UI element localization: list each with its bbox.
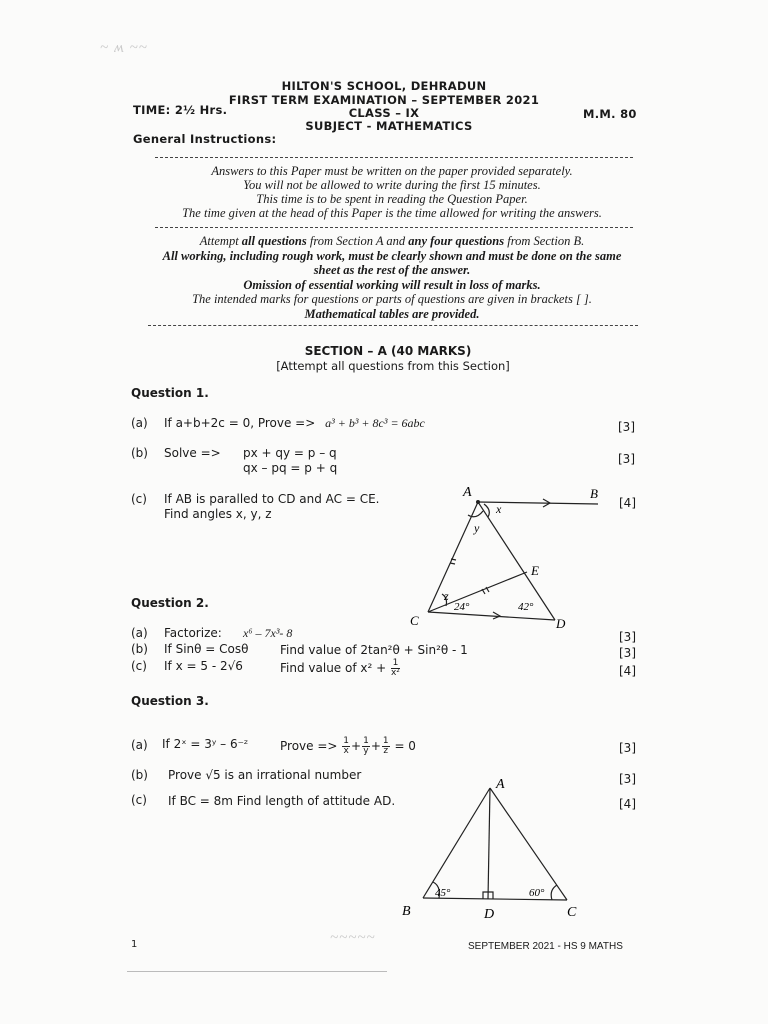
instructions-block-2 — [0, 234, 768, 321]
tick-ac — [450, 563, 455, 564]
q3a-label: (a) — [131, 738, 148, 752]
line-ad — [478, 502, 555, 620]
q1a-text: If a+b+2c = 0, Prove => a³ + b³ + 8c³ = 6abc — [164, 416, 425, 430]
q2b-text: If Sinθ = Cosθ — [164, 642, 249, 656]
q2a-marks: [3] — [619, 630, 636, 644]
q1c-label: (c) — [131, 492, 147, 506]
instruction-line: Mathematical tables are provided. — [304, 306, 480, 321]
instruction-line: Attempt all questions from Section A and any four questions from Section B. — [199, 234, 585, 248]
class-label: CLASS – IX — [348, 106, 420, 120]
label-angle-60: 60° — [529, 887, 545, 899]
line-ac — [490, 788, 567, 900]
q3a-marks: [3] — [619, 741, 636, 755]
label-e: E — [531, 563, 539, 578]
q1b-equation-1: px + qy = p – q — [243, 446, 337, 460]
q1a-marks: [3] — [618, 420, 635, 434]
angle-c-arc — [551, 885, 557, 900]
question-1-title: Question 1. — [131, 386, 209, 400]
q1b-text: Solve => — [164, 446, 221, 460]
school-name: HILTON'S SCHOOL, DEHRADUN — [281, 79, 487, 93]
q1c-text-2: Find angles x, y, z — [164, 507, 272, 521]
fraction: $\frac{1}{y}$ — [363, 736, 369, 756]
instruction-line: You will not be allowed to write during the first 15 minutes. — [243, 178, 541, 192]
q2a-expression: x⁶ – 7x³- 8 — [243, 626, 293, 640]
instruction-line: All working, including rough work, must be clearly shown and must be done on the same — [162, 248, 622, 263]
label-a: A — [496, 777, 505, 792]
q2b-label: (b) — [131, 642, 148, 656]
label-angle-y: y — [474, 521, 480, 535]
scan-smudge: ~ ʍ ~~ — [100, 40, 148, 56]
label-angle-45: 45° — [435, 887, 451, 899]
instruction-line: The intended marks for questions or parts of questions are given in brackets [ ]. — [192, 292, 592, 306]
footer-rule — [127, 971, 387, 972]
instructions-block-1 — [0, 164, 768, 220]
label-angle-24: 24° — [454, 601, 470, 613]
label-angle-x: x — [496, 502, 502, 516]
q1b-equation-2: qx – pq = p + q — [243, 461, 338, 475]
arrow-cd — [493, 612, 500, 619]
line-ac — [428, 502, 478, 612]
question-2-title: Question 2. — [131, 596, 209, 610]
label-d: D — [484, 907, 495, 922]
q3b-marks: [3] — [619, 772, 636, 786]
section-title: SECTION – A (40 MARKS) — [304, 344, 472, 358]
altitude-ad — [488, 788, 490, 899]
q1c-text-1: If AB is paralled to CD and AC = CE. — [164, 492, 380, 506]
q2a-text: Factorize: — [164, 626, 222, 640]
instruction-line: Answers to this Paper must be written on the paper provided separately. — [211, 164, 573, 178]
exam-title: FIRST TERM EXAMINATION – SEPTEMBER 2021 — [228, 93, 540, 107]
label-angle-z: z — [444, 589, 449, 603]
label-b: B — [590, 486, 598, 501]
q3c-marks: [4] — [619, 797, 636, 811]
q3c-text: If BC = 8m Find length of attitude AD. — [168, 794, 396, 808]
instruction-line: The time given at the head of this Paper is the time allowed for writing the answers. — [182, 206, 602, 220]
q3a-text: If 2ˣ = 3ʸ – 6⁻ᶻ — [162, 737, 249, 751]
q1b-marks: [3] — [618, 452, 635, 466]
q1b-label: (b) — [131, 446, 148, 460]
question-3-title: Question 3. — [131, 694, 209, 708]
instruction-line: This time is to be spent in reading the Question Paper. — [256, 192, 528, 206]
figure-2-triangle — [395, 770, 595, 925]
label-angle-42: 42° — [518, 601, 534, 613]
max-marks: M.M. 80 — [583, 107, 637, 121]
q3a-prove: Prove => $\frac{1}{x}$ + $\frac{1}{y}$ + $\frac{1}{z}$ = 0 — [280, 736, 416, 756]
line-ab — [423, 788, 490, 898]
q1c-marks: [4] — [619, 496, 636, 510]
fraction: $\frac{1}{z}$ — [382, 736, 389, 756]
scan-smudge: ~~~~~ — [330, 930, 376, 946]
angle-y-arc — [468, 511, 483, 517]
footer-tag: SEPTEMBER 2021 - HS 9 MATHS — [468, 941, 623, 952]
q2b-find: Find value of 2tan²θ + Sin²θ - 1 — [280, 643, 468, 657]
q2c-label: (c) — [131, 659, 147, 673]
q2c-marks: [4] — [619, 664, 636, 678]
label-b: B — [402, 904, 411, 919]
q1a-label: (a) — [131, 416, 148, 430]
label-c: C — [410, 613, 419, 628]
label-c: C — [567, 905, 577, 920]
q3b-text: Prove √5 is an irrational number — [168, 768, 362, 782]
general-instructions-heading: General Instructions: — [133, 132, 277, 146]
q2c-find: Find value of x² + $\frac{1}{\text{x²}}$ — [280, 658, 400, 678]
line-cd — [428, 612, 555, 620]
fraction: $\frac{1}{x}$ — [343, 736, 350, 756]
instruction-line: Omission of essential working will result in loss of marks. — [243, 277, 541, 292]
q2b-marks: [3] — [619, 646, 636, 660]
instruction-line: sheet as the rest of the answer. — [313, 263, 471, 277]
point-a — [476, 500, 480, 504]
q2c-text: If x = 5 - 2√6 — [164, 659, 243, 673]
divider — [155, 227, 633, 228]
label-a: A — [463, 485, 472, 500]
figure-1-parallel-lines — [400, 480, 630, 630]
q3b-label: (b) — [131, 768, 148, 782]
time-allowed: TIME: 2½ Hrs. — [133, 103, 228, 117]
label-d: D — [556, 616, 566, 630]
page-number: 1 — [131, 939, 138, 950]
section-subtitle: [Attempt all questions from this Section] — [276, 359, 510, 373]
fraction: $\frac{1}{\text{x²}}$ — [390, 658, 400, 678]
q2a-label: (a) — [131, 626, 148, 640]
subject-label: SUBJECT - MATHEMATICS — [305, 119, 473, 133]
q3c-label: (c) — [131, 793, 147, 807]
divider — [148, 325, 638, 326]
divider — [155, 157, 633, 158]
